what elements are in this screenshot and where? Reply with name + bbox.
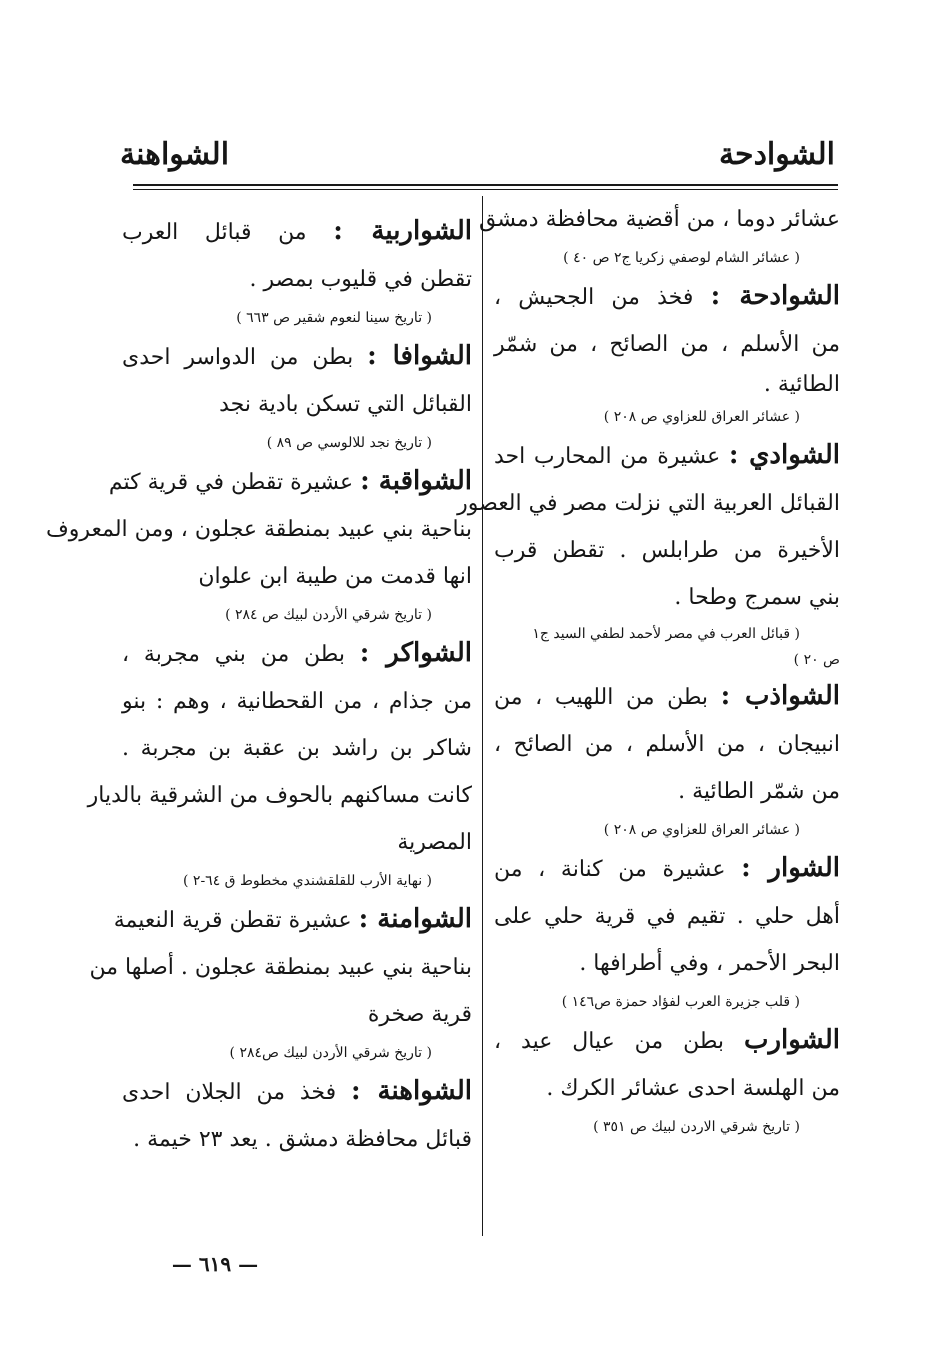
entry-line: بطن من اللهيب ، من: [494, 685, 709, 710]
entry-term: الشوافا :: [367, 341, 472, 371]
entry-source: ( قلب جزيرة العرب لفؤاد حمزة ص١٤٦ ): [561, 994, 800, 1010]
entry-line: تقطن في قليوب بمصر .: [249, 267, 472, 292]
entry-line: من شمّر الطائية .: [678, 779, 840, 804]
entry: [45, 458, 472, 630]
entry-term: الشواقبة :: [360, 466, 472, 496]
entry-line: بطن من بني مجربة ،: [122, 642, 345, 667]
entry-line: من جذام ، من القحطانية ، وهم : بنو: [122, 689, 472, 714]
entry-line: المصرية: [397, 830, 472, 855]
entry: [89, 896, 472, 1068]
entry-source-cont: ص ٢٠ ): [793, 652, 840, 668]
entry: [87, 630, 472, 896]
entry-line: شاكر بن راشد بن عقبة بن مجربة .: [122, 736, 472, 761]
page-number: — ٦١٩ —: [171, 1252, 259, 1276]
entry-line: عشيرة تقطن قرية النعيمة: [113, 908, 352, 933]
right-column: [457, 196, 841, 1142]
entry: [122, 208, 472, 333]
entry-source: ( عشائر العراق للعزاوي ص ٢٠٨ ): [603, 822, 800, 838]
header-rule-thick: [133, 184, 838, 186]
entry-source: ( تاريخ شرقي الأردن لبيك ص ٢٨٤ ): [225, 607, 432, 623]
entry-line: عشيرة تقطن في قرية كتم: [108, 470, 354, 495]
entry-line: عشائر دوما ، من أقضية محافظة دمشق .: [465, 207, 840, 232]
entry: [494, 673, 840, 845]
header-rule-thin: [133, 189, 838, 190]
entry-line: قبائل محافظة دمشق . يعد ٢٣ خيمة .: [133, 1127, 472, 1152]
left-column: [45, 196, 472, 1163]
entry-line: كانت مساكنهم بالحوف من الشرقية بالديار: [87, 783, 472, 808]
entry-line: انبيجان ، من الأسلم ، من الصائح ،: [494, 732, 840, 757]
entry-line: بطن من الدواسر احدى: [122, 345, 354, 370]
entry-line: البحر الأحمر ، وفي أطرافها .: [579, 951, 840, 976]
entry-source: ( عشائر العراق للعزاوي ص ٢٠٨ ): [603, 409, 800, 425]
entry-line: قرية صخرة: [367, 1002, 472, 1027]
entry-term: الشوارب: [743, 1025, 840, 1055]
entry-term: الشواكر :: [359, 638, 472, 668]
entry-line: بناحية بني عبيد بمنطقة عجلون . أصلها من: [89, 955, 472, 980]
entry-line: بناحية بني عبيد بمنطقة عجلون ، ومن المعروف: [45, 517, 472, 542]
entry-source: ( عشائر الشام لوصفي زكريا ج٢ ص ٤٠ ): [563, 250, 800, 266]
entry-line: الأخيرة من طرابلس . تقطن قرب: [494, 538, 840, 563]
entry: [465, 196, 840, 273]
column-divider: [482, 196, 483, 1236]
entry: [122, 1068, 472, 1163]
entry-line: أهل حلي . تقيم في قرية حلي على: [494, 904, 840, 929]
left-running-title: الشواهنة: [120, 136, 230, 172]
entry-line: بني سمرج وطحا .: [674, 585, 840, 610]
entry-line: القبائل التي تسكن بادية نجد: [219, 392, 472, 417]
entry-line: عشيرة من كنانة ، من: [494, 857, 726, 882]
entry-line: فخذ من الجحيش ،: [494, 285, 694, 310]
entry: [494, 273, 840, 432]
entry-line: من الأسلم ، من الصائح ، من شمّر: [494, 332, 840, 357]
entry-term: الشوادي :: [728, 440, 840, 470]
entry-line: انها قدمت من طيبة ابن علوان: [198, 564, 472, 589]
entry-source: ( نهاية الأرب للقلقشندي مخطوط ق ٦٤-٢ ): [182, 873, 432, 889]
entry-line: بطن من عيال عيد ،: [494, 1029, 725, 1054]
entry-source: ( تاريخ شرقي الاردن لبيك ص ٣٥١ ): [593, 1119, 800, 1135]
entry-line: من الهلسة احدى عشائر الكرك .: [546, 1076, 840, 1101]
entry-source: ( تاريخ نجد للالوسي ص ٨٩ ): [266, 435, 432, 451]
entry-line: الطائية .: [763, 372, 840, 397]
entry-line: من قبائل العرب: [122, 220, 307, 245]
entry-term: الشوار :: [741, 853, 840, 883]
entry-source: ( قبائل العرب في مصر لأحمد لطفي السيد ج١: [532, 626, 800, 642]
entry-term: الشواربية :: [333, 216, 472, 246]
entry-term: الشواهنة :: [351, 1076, 472, 1106]
entry-line: عشيرة من المحارب احد: [494, 444, 721, 469]
entry: [122, 333, 472, 458]
running-header: [120, 132, 835, 176]
entry-term: الشوامنة :: [358, 904, 472, 934]
entry-line: القبائل العربية التي نزلت مصر في العصور: [457, 491, 840, 516]
entry: [494, 845, 840, 1017]
entry-term: الشواذب :: [720, 681, 840, 711]
entry-source: ( تاريخ سينا لنعوم شقير ص ٦٦٣ ): [236, 310, 432, 326]
entry-line: فخذ من الجلان احدى: [122, 1080, 337, 1105]
right-running-title: الشوادحة: [718, 136, 835, 172]
entry-source: ( تاريخ شرقي الأردن لبيك ص٢٨٤ ): [229, 1045, 432, 1061]
entry: [457, 432, 840, 673]
entry-term: الشوادحة :: [710, 281, 841, 311]
entry: [494, 1017, 840, 1142]
